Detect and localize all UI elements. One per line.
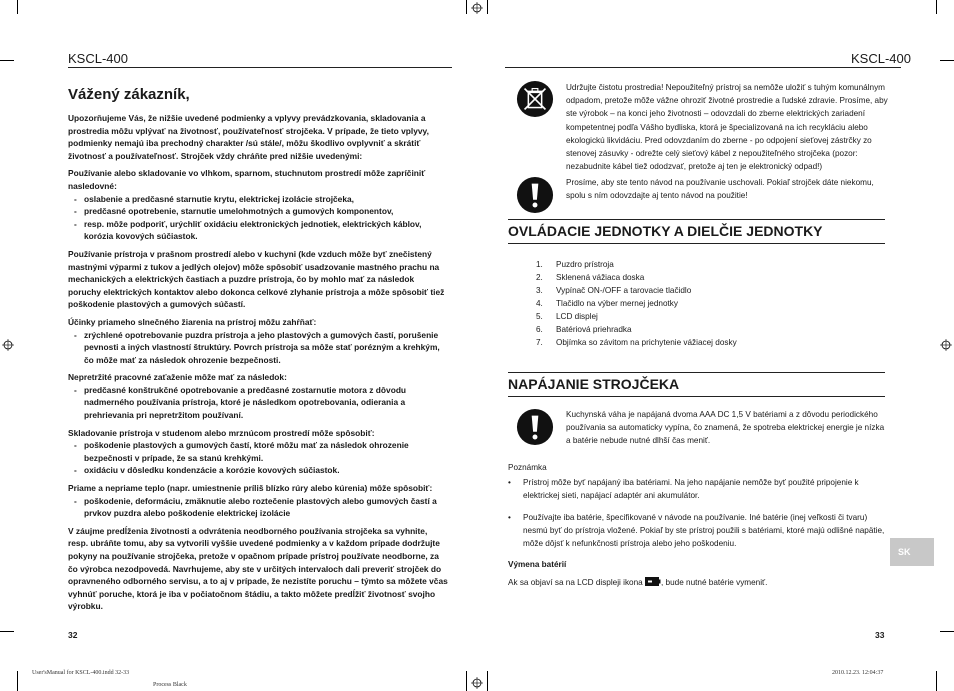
crop-mark xyxy=(17,0,18,14)
model-label-right: KSCL-400 xyxy=(851,51,911,66)
left-page-content xyxy=(68,86,448,618)
footer-color: Process Black xyxy=(153,682,187,688)
parts-list xyxy=(536,258,737,349)
heat-list xyxy=(68,495,448,520)
crop-mark xyxy=(487,671,488,691)
power-text: Kuchynská váha je napájaná dvoma AAA DC 1,5 V batériami a z dôvodu periodického používania sa automaticky vypína, čo znamená, že spotreba elektrickej energie je nízka a batérie nebude nutné dlhší čas meniť. xyxy=(566,410,885,446)
list-item: - oslabenie a predčasné starnutie krytu, elektrickej izolácie strojčeka, xyxy=(68,193,448,206)
crop-mark xyxy=(487,0,488,14)
list-item: 7. Objímka so závitom na prichytenie vážiacej dosky xyxy=(536,338,737,347)
list-item: 5. LCD displej xyxy=(536,312,598,321)
page-title: Vážený zákazník, xyxy=(68,86,190,103)
list-item: - oxidáciu v dôsledku kondenzácie a korózie kovových súčiastok. xyxy=(68,464,448,477)
note-block xyxy=(508,461,888,590)
sun-list xyxy=(68,329,448,367)
list-item: - predčasné konštrukčné opotrebovanie a predčasné zostarnutie motora z dôvodu nadmerného používania prístroja, ktoré je následkom opotrebovania, odierania a prehrievania pri nepretržitom používaní. xyxy=(68,384,448,422)
load-list xyxy=(68,384,448,422)
list-item: - poškodenie plastových a gumových častí, ktoré môžu mať za následok ohrozenie bezpečnosti v prípade, že sa stanú krehkými. xyxy=(68,439,448,464)
registration-mark-icon xyxy=(471,2,483,14)
language-tab: SK xyxy=(890,538,934,566)
crossed-bin-icon xyxy=(516,80,554,118)
page-number-right: 33 xyxy=(875,630,885,640)
cold-list xyxy=(68,439,448,477)
battery-text: Ak sa objaví sa na LCD displeji ikona , bude nutné batérie vymeniť. xyxy=(508,578,768,588)
crop-mark xyxy=(0,631,14,632)
battery-heading: Výmena batérií xyxy=(508,560,567,570)
list-item: - zrýchlené opotrebovanie puzdra prístroja a jeho plastových a gumových častí, porušenie pevnosti a iných vlastností štruktúry. Povrch prístroja sa môže stať porézným a krehkým, čo môže mať za následok ohrozenie bezpečnosti. xyxy=(68,329,448,367)
header-rule-left xyxy=(68,67,452,68)
page-number-left: 32 xyxy=(68,630,78,640)
keep-text: Prosíme, aby ste tento návod na používanie uschovali. Pokiaľ strojček dáte niekomu, spolu s ním odovzdajte aj tento návod na použitie! xyxy=(566,178,874,201)
controls-section-title: OVLÁDACIE JEDNOTKY A DIELČIE JEDNOTKY xyxy=(508,219,885,244)
exclamation-icon xyxy=(516,408,554,446)
list-item: - predčasné opotrebenie, starnutie umelohmotných a gumových komponentov, xyxy=(68,205,448,218)
crop-mark xyxy=(936,671,937,691)
sun-heading: Účinky priameho slnečného žiarenia na prístroj môžu zahŕňať: xyxy=(68,316,317,327)
power-notice xyxy=(508,408,888,448)
list-item: - resp. môže podporiť, urýchliť oxidáciu elektronických jednotiek, elektrických káblov, korózia kovových súčiastok. xyxy=(68,218,448,243)
humid-list xyxy=(68,193,448,243)
list-item: 3. Vypínač ON-/OFF a tarovacie tlačidlo xyxy=(536,286,692,295)
note-label: Poznámka xyxy=(508,463,547,472)
list-item: 4. Tlačidlo na výber mernej jednotky xyxy=(536,299,678,308)
list-item: • Prístroj môže byť napájaný iba batériami. Na jeho napájanie nemôže byť použité pripojenie k elektrickej sieti, napájací adaptér ani akumulátor. xyxy=(508,476,888,502)
registration-mark-icon xyxy=(940,339,952,351)
footer-date: 2010.12.23. 12:04:37 xyxy=(832,670,884,676)
crop-mark xyxy=(466,671,467,691)
dust-paragraph: Používanie prístroja v prašnom prostredí alebo v kuchyni (kde vzduch môže byť znečistený mastnými výparmi z tukov a jedlých olejov) môže spôsobiť usadzovanie mastného prachu na mechanických a elektrických častiach a puzdre prístroja, čo by mohlo mať za následok poruchy elektrických kontaktov alebo dokonca celkové zlyhanie prístroja a môže spôsobiť tiež poškodenie plastových a gumových súčastí. xyxy=(68,248,445,310)
intro-paragraph: Upozorňujeme Vás, že nižšie uvedené podmienky a vplyvy prevádzkovania, skladovania a prostredia môžu vplývať na životnosť, používateľnosť strojčeka. V prípade, že tieto vplyvy, podmienky nemajú iba prechodný charakter /sú stále/, môžu škodlivo ovplyvniť a skrátiť životnosť a používateľnosť. Strojček vždy chráňte pred nižšie uvedenými: xyxy=(68,113,429,161)
humid-heading: Používanie alebo skladovanie vo vlhkom, sparnom, stuchnutom prostredí môže zapríčiniť nasledovné: xyxy=(68,168,426,191)
list-item: 2. Sklenená vážiaca doska xyxy=(536,273,645,282)
list-item: - poškodenie, deformáciu, zmäknutie alebo roztečenie plastových alebo gumových častí a prvkov puzdra alebo poškodenie elektrickej izolácie xyxy=(68,495,448,520)
list-item: • Používajte iba batérie, špecifikované v návode na používanie. Iné batérie (inej veľkosti či tvaru) nesmú byť do prístroja vložené. Pokiaľ by ste prístroj použili s batériami, ktoré majú odlišné napätie, môže dôjsť k nefunkčnosti prístroja alebo jeho poškodeniu. xyxy=(508,511,888,551)
exclamation-icon xyxy=(516,176,554,214)
model-label-left: KSCL-400 xyxy=(68,51,128,66)
crop-mark xyxy=(940,60,954,61)
crop-mark xyxy=(940,631,954,632)
registration-mark-icon xyxy=(2,339,14,351)
list-item: 1. Puzdro prístroja xyxy=(536,260,614,269)
crop-mark xyxy=(17,671,18,691)
crop-mark xyxy=(466,0,467,14)
keep-manual-notice xyxy=(508,176,888,214)
recycle-notice xyxy=(508,80,888,173)
footer-file: User'sManual for KSCL-400.indd 32-33 xyxy=(32,670,130,676)
crop-mark xyxy=(0,60,14,61)
recycle-text: Udržujte čistotu prostredia! Nepoužiteľný prístroj sa nemôže uložiť s tuhým komunálnym odpadom, pretože môže vážne ohroziť životné prostredie a ľudské zdravie. Prosíme, aby ste výrobok – na konci jeho životnosti – odovzdali do zberne elektrických zariadení kompetentnej podľa Vášho bydliska, ktorá je špecializovaná na ich recykláciu alebo ekologickú likvidáciu. Pred odovzdaním do zberne - po odpojení sieťovej zástrčky zo stenovej zásuvky - odrežte celý sieťový kábel z nepoužiteľného strojčeka (pozor: nezabudnite kábel tiež ododzvať, pretože aj ten je elektronický odpad!) xyxy=(566,83,888,172)
cold-heading: Skladovanie prístroja v studenom alebo mrznúcom prostredí môže spôsobiť: xyxy=(68,427,375,438)
load-heading: Nepretržité pracovné zaťaženie môže mať za následok: xyxy=(68,372,287,383)
registration-mark-icon xyxy=(471,677,483,689)
outro-paragraph: V záujme predĺženia životnosti a odvrátenia neodborného používania strojčeka sa vyhnite, resp. ubráňte tomu, aby sa vytvorili vyššie uvedené podmienky a v každom prípade dodržujte pokyny na používanie strojčeka, pretože v opačnom prípade prístroj používate neodborne, za čo výrobca nezodpovedá. Navrhujeme, aby ste v určitých intervaloch dali preveriť strojček do opravneného odborného servisu, a to aj v prípade, že nezistíte poruchu – týmto sa môžete včas vyhnúť poruche, ktorá je iba v počiatočnom štádiu, a takto môžete predĺžiť životnosť svojho výrobku. xyxy=(68,525,448,612)
battery-icon xyxy=(645,577,661,586)
header-rule-right xyxy=(505,67,901,68)
crop-mark xyxy=(936,0,937,14)
heat-heading: Priame a nepriame teplo (napr. umiestnenie príliš blízko rúry alebo kúrenia) môže spôsobiť: xyxy=(68,483,433,494)
power-section-title: NAPÁJANIE STROJČEKA xyxy=(508,372,885,397)
list-item: 6. Batériová priehradka xyxy=(536,325,632,334)
